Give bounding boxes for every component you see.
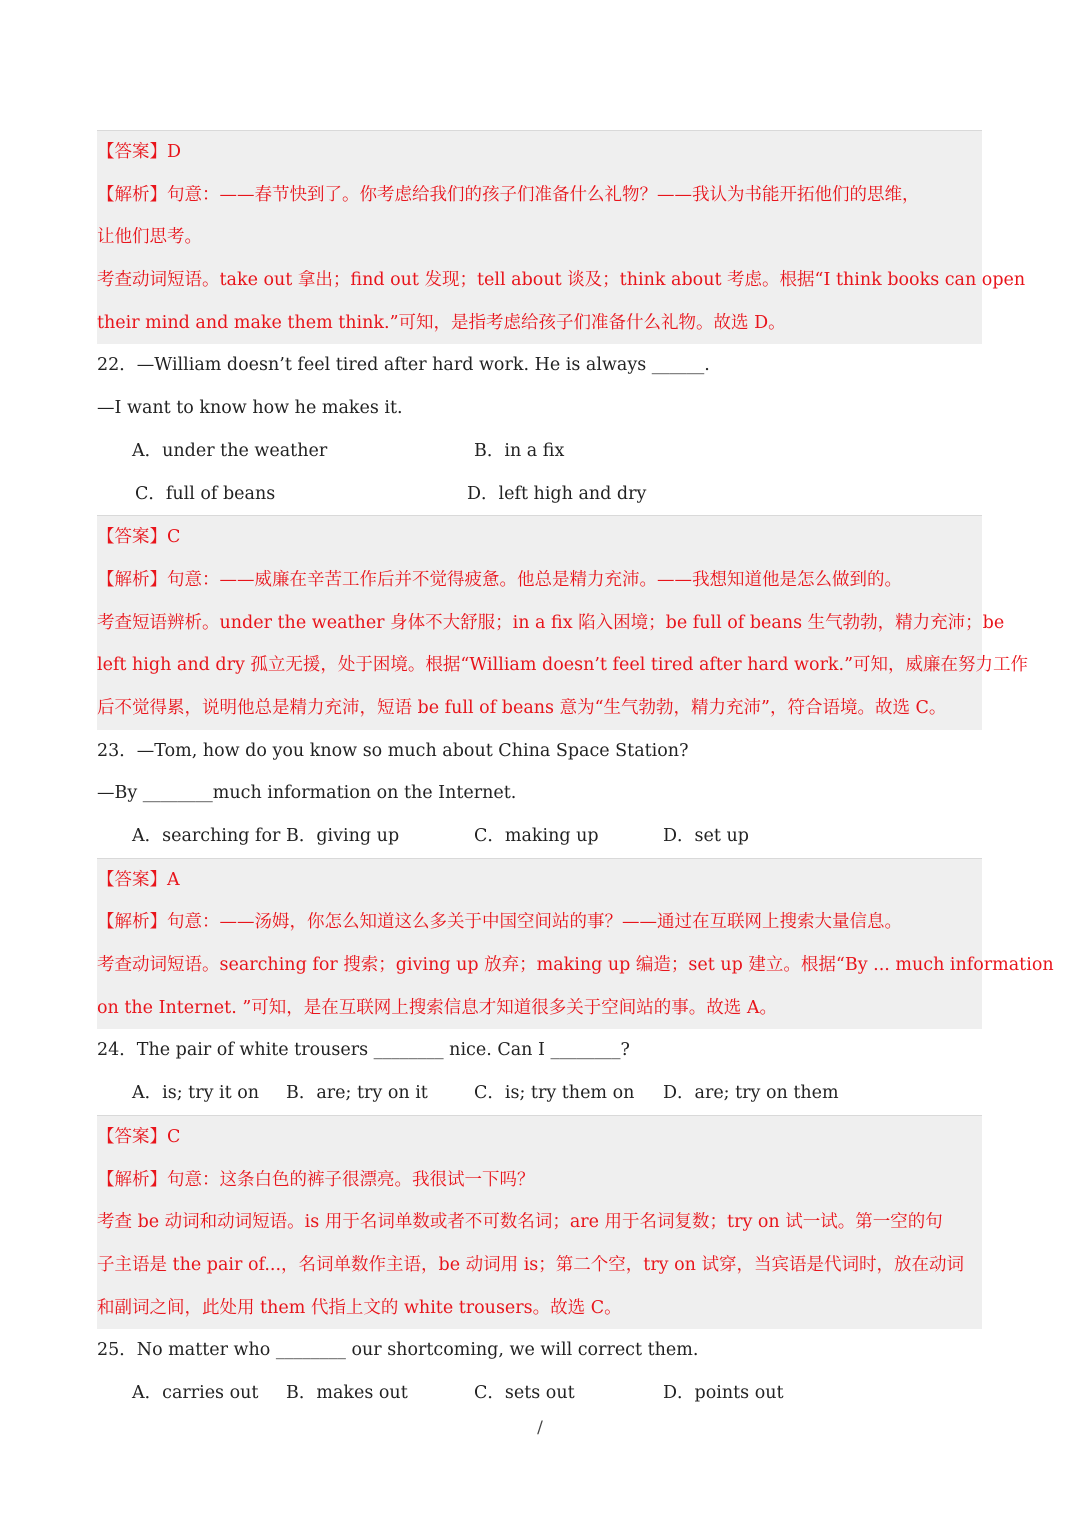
q23-analysis-line: 考查动词短语。searching for 搜索；giving up 放弃；making up 编造；set up 建立。根据“By ... much information: [97, 944, 982, 987]
q24-option-d: D．are; try on them: [663, 1083, 839, 1104]
q21-analysis-line: their mind and make them think.”可知，是指考虑给孩子们准备什么礼物。故选 D。: [97, 302, 982, 345]
page-content: [97, 130, 1054, 1415]
q23-answer: 【答案】A: [97, 858, 982, 902]
q21-analysis-line: 【解析】句意：——春节快到了。你考虑给我们的孩子们准备什么礼物？——我认为书能开拓他们的思维，: [97, 174, 982, 217]
q24-analysis-line: 子主语是 the pair of...，名词单数作主语，be 动词用 is；第二个空，try on 试穿，当宾语是代词时，放在动词: [97, 1244, 982, 1287]
q22-options-row: [97, 430, 982, 473]
q25-option-a: A．carries out: [132, 1382, 259, 1403]
q24-option-c: C．is; try them on: [474, 1083, 635, 1104]
q25-stem: 25．No matter who ________ our shortcoming, we will correct them.: [97, 1340, 699, 1361]
q22-options-row: [97, 473, 982, 516]
q22-option-d: D．left high and dry: [467, 483, 647, 504]
q22-answer: 【答案】C: [97, 515, 982, 559]
q24-stem: 24．The pair of white trousers ________ nice. Can I ________?: [97, 1040, 630, 1061]
q25-option-c: C．sets out: [474, 1382, 575, 1403]
q21-answer: 【答案】D: [97, 130, 982, 174]
q23-analysis-line: on the Internet. ”可知，是在互联网上搜索信息才知道很多关于空间站的事。故选 A。: [97, 987, 982, 1030]
q22-stem: —I want to know how he makes it.: [97, 398, 403, 419]
q22-option-b: B．in a fix: [474, 440, 565, 461]
q25-option-b: B．makes out: [286, 1382, 408, 1403]
q22-option-a: A．under the weather: [132, 440, 328, 461]
q23-option-b: B．giving up: [286, 826, 400, 846]
q23-stem: —By ________much information on the Internet.: [97, 783, 517, 804]
q23-analysis-line: 【解析】句意：——汤姆，你怎么知道这么多关于中国空间站的事？——通过在互联网上搜索大量信息。: [97, 901, 982, 944]
q24-option-b: B．are; try on it: [286, 1083, 428, 1104]
q21-analysis-line: 考查动词短语。take out 拿出；find out 发现；tell about 谈及；think about 考虑。根据“I think books can open: [97, 259, 982, 302]
q21-analysis-line: 让他们思考。: [97, 216, 982, 259]
q25-option-d: D．points out: [663, 1382, 784, 1403]
q23-option-d: D．set up: [663, 826, 749, 846]
q22-analysis-line: left high and dry 孤立无援，处于困境。根据“William doesn’t feel tired after hard work.”可知，威廉在努力工作: [97, 644, 982, 687]
page-footer: /: [537, 1418, 543, 1438]
q24-options-row: [97, 1072, 982, 1115]
q24-analysis-line: 和副词之间，此处用 them 代指上文的 white trousers。故选 C。: [97, 1287, 982, 1330]
q22-stem: 22．—William doesn’t feel tired after hard work. He is always ______.: [97, 355, 710, 376]
q23-options-row: [97, 815, 982, 858]
q24-option-a: A．is; try it on: [132, 1083, 260, 1104]
q24-answer: 【答案】C: [97, 1115, 982, 1159]
q22-analysis-line: 【解析】句意：——威廉在辛苦工作后并不觉得疲惫。他总是精力充沛。——我想知道他是怎么做到的。: [97, 559, 982, 602]
q23-stem: 23．—Tom, how do you know so much about China Space Station?: [97, 740, 689, 761]
q23-option-a: A．searching for: [132, 826, 281, 846]
q23-option-c: C．making up: [474, 826, 599, 846]
q22-option-c: C．full of beans: [135, 483, 276, 504]
q24-analysis-line: 考查 be 动词和动词短语。is 用于名词单数或者不可数名词；are 用于名词复数；try on 试一试。第一空的句: [97, 1201, 982, 1244]
q25-options-row: [97, 1372, 982, 1415]
q22-analysis-line: 考查短语辨析。under the weather 身体不大舒服；in a fix 陷入困境；be full of beans 生气勃勃，精力充沛；be: [97, 602, 982, 645]
q22-analysis-line: 后不觉得累，说明他总是精力充沛，短语 be full of beans 意为“生气勃勃，精力充沛”，符合语境。故选 C。: [97, 687, 982, 730]
q24-analysis-line: 【解析】句意：这条白色的裤子很漂亮。我很试一下吗？: [97, 1159, 982, 1202]
